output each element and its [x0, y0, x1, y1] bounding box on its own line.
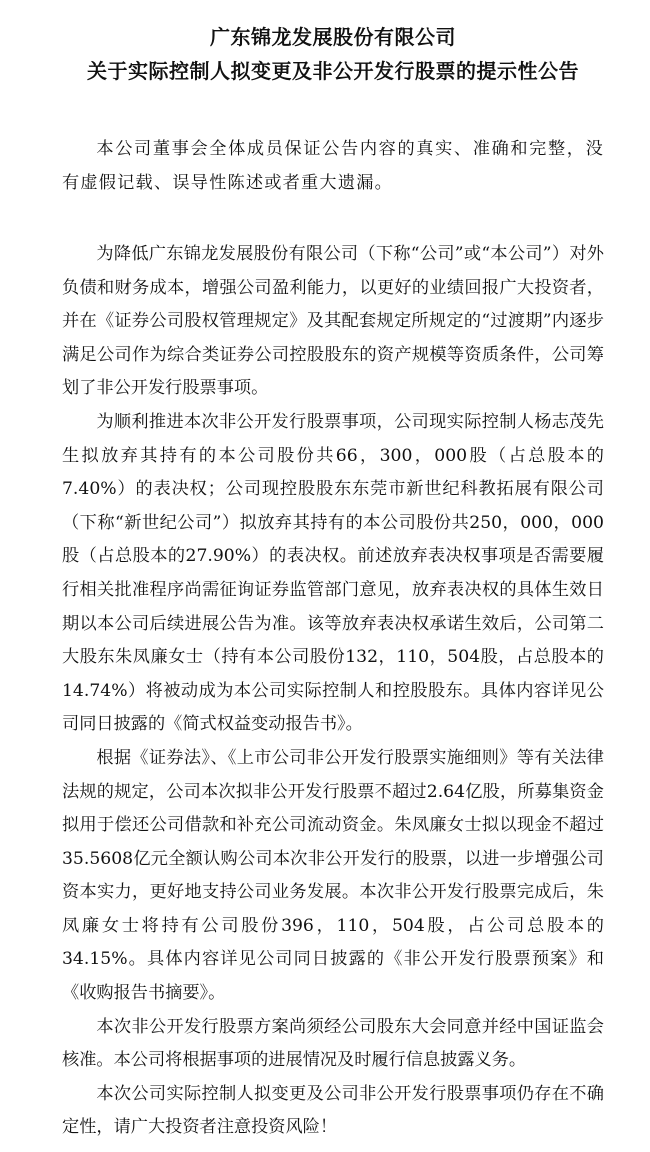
title-spacer [62, 88, 604, 132]
statement-spacer [62, 200, 604, 238]
board-statement: 本公司董事会全体成员保证公告内容的真实、准确和完整，没有虚假记载、误导性陈述或者重大遗漏。 [62, 139, 604, 193]
paragraph-issuance: 根据《证券法》、《上市公司非公开发行股票实施细则》等有关法律法规的规定，公司本次拟非公开发行股票不超过2.64亿股，所募集资金拟用于偿还公司借款和补充公司流动资金。朱凤廉女士拟以现金不超过35.5608亿元全额认购公司本次非公开发行的股票，以进一步增强公司资本实力，更好地支持公司业务发展。本次非公开发行股票完成后，朱凤廉女士将持有公司股份396，110，504股，占公司总股本的34.15%。具体内容详见公司同日披露的《非公开发行股票预案》和《收购报告书摘要》。 [62, 747, 604, 1004]
company-name: 广东锦龙发展股份有限公司 [210, 25, 456, 49]
announcement-title: 关于实际控制人拟变更及非公开发行股票的提示性公告 [87, 59, 579, 83]
paragraph-purpose: 为降低广东锦龙发展股份有限公司（下称“公司”或“本公司”）对外负债和财务成本，增强公司盈利能力，以更好的业绩回报广大投资者，并在《证券公司股权管理规定》及其配套规定所规定的“过渡期”内逐步满足公司作为综合类证券公司控股股东的资产规模等资质条件，公司筹划了非公开发行股票事项。 [62, 244, 604, 399]
paragraph-risk-warning: 本次公司实际控制人拟变更及公司非公开发行股票事项仍存在不确定性，请广大投资者注意投资风险！ [62, 1083, 604, 1138]
paragraph-approval: 本次非公开发行股票方案尚须经公司股东大会同意并经中国证监会核准。本公司将根据事项的进展情况及时履行信息披露义务。 [62, 1016, 604, 1071]
paragraph-voting-rights: 为顺利推进本次非公开发行股票事项，公司现实际控制人杨志茂先生拟放弃其持有的本公司股份共66，300，000股（占总股本的7.40%）的表决权；公司现控股股东东莞市新世纪科教拓展有限公司（下称“新世纪公司”）拟放弃其持有的本公司股份共250，000，000股（占总股本的27.90%）的表决权。前述放弃表决权事项是否需要履行相关批准程序尚需征询证券监管部门意见，放弃表决权的具体生效日期以本公司后续进展公告为准。该等放弃表决权承诺生效后，公司第二大股东朱凤廉女士（持有本公司股份132，110，504股，占总股本的14.74%）将被动成为本公司实际控制人和控股股东。具体内容详见公司同日披露的《简式权益变动报告书》。 [62, 411, 604, 735]
